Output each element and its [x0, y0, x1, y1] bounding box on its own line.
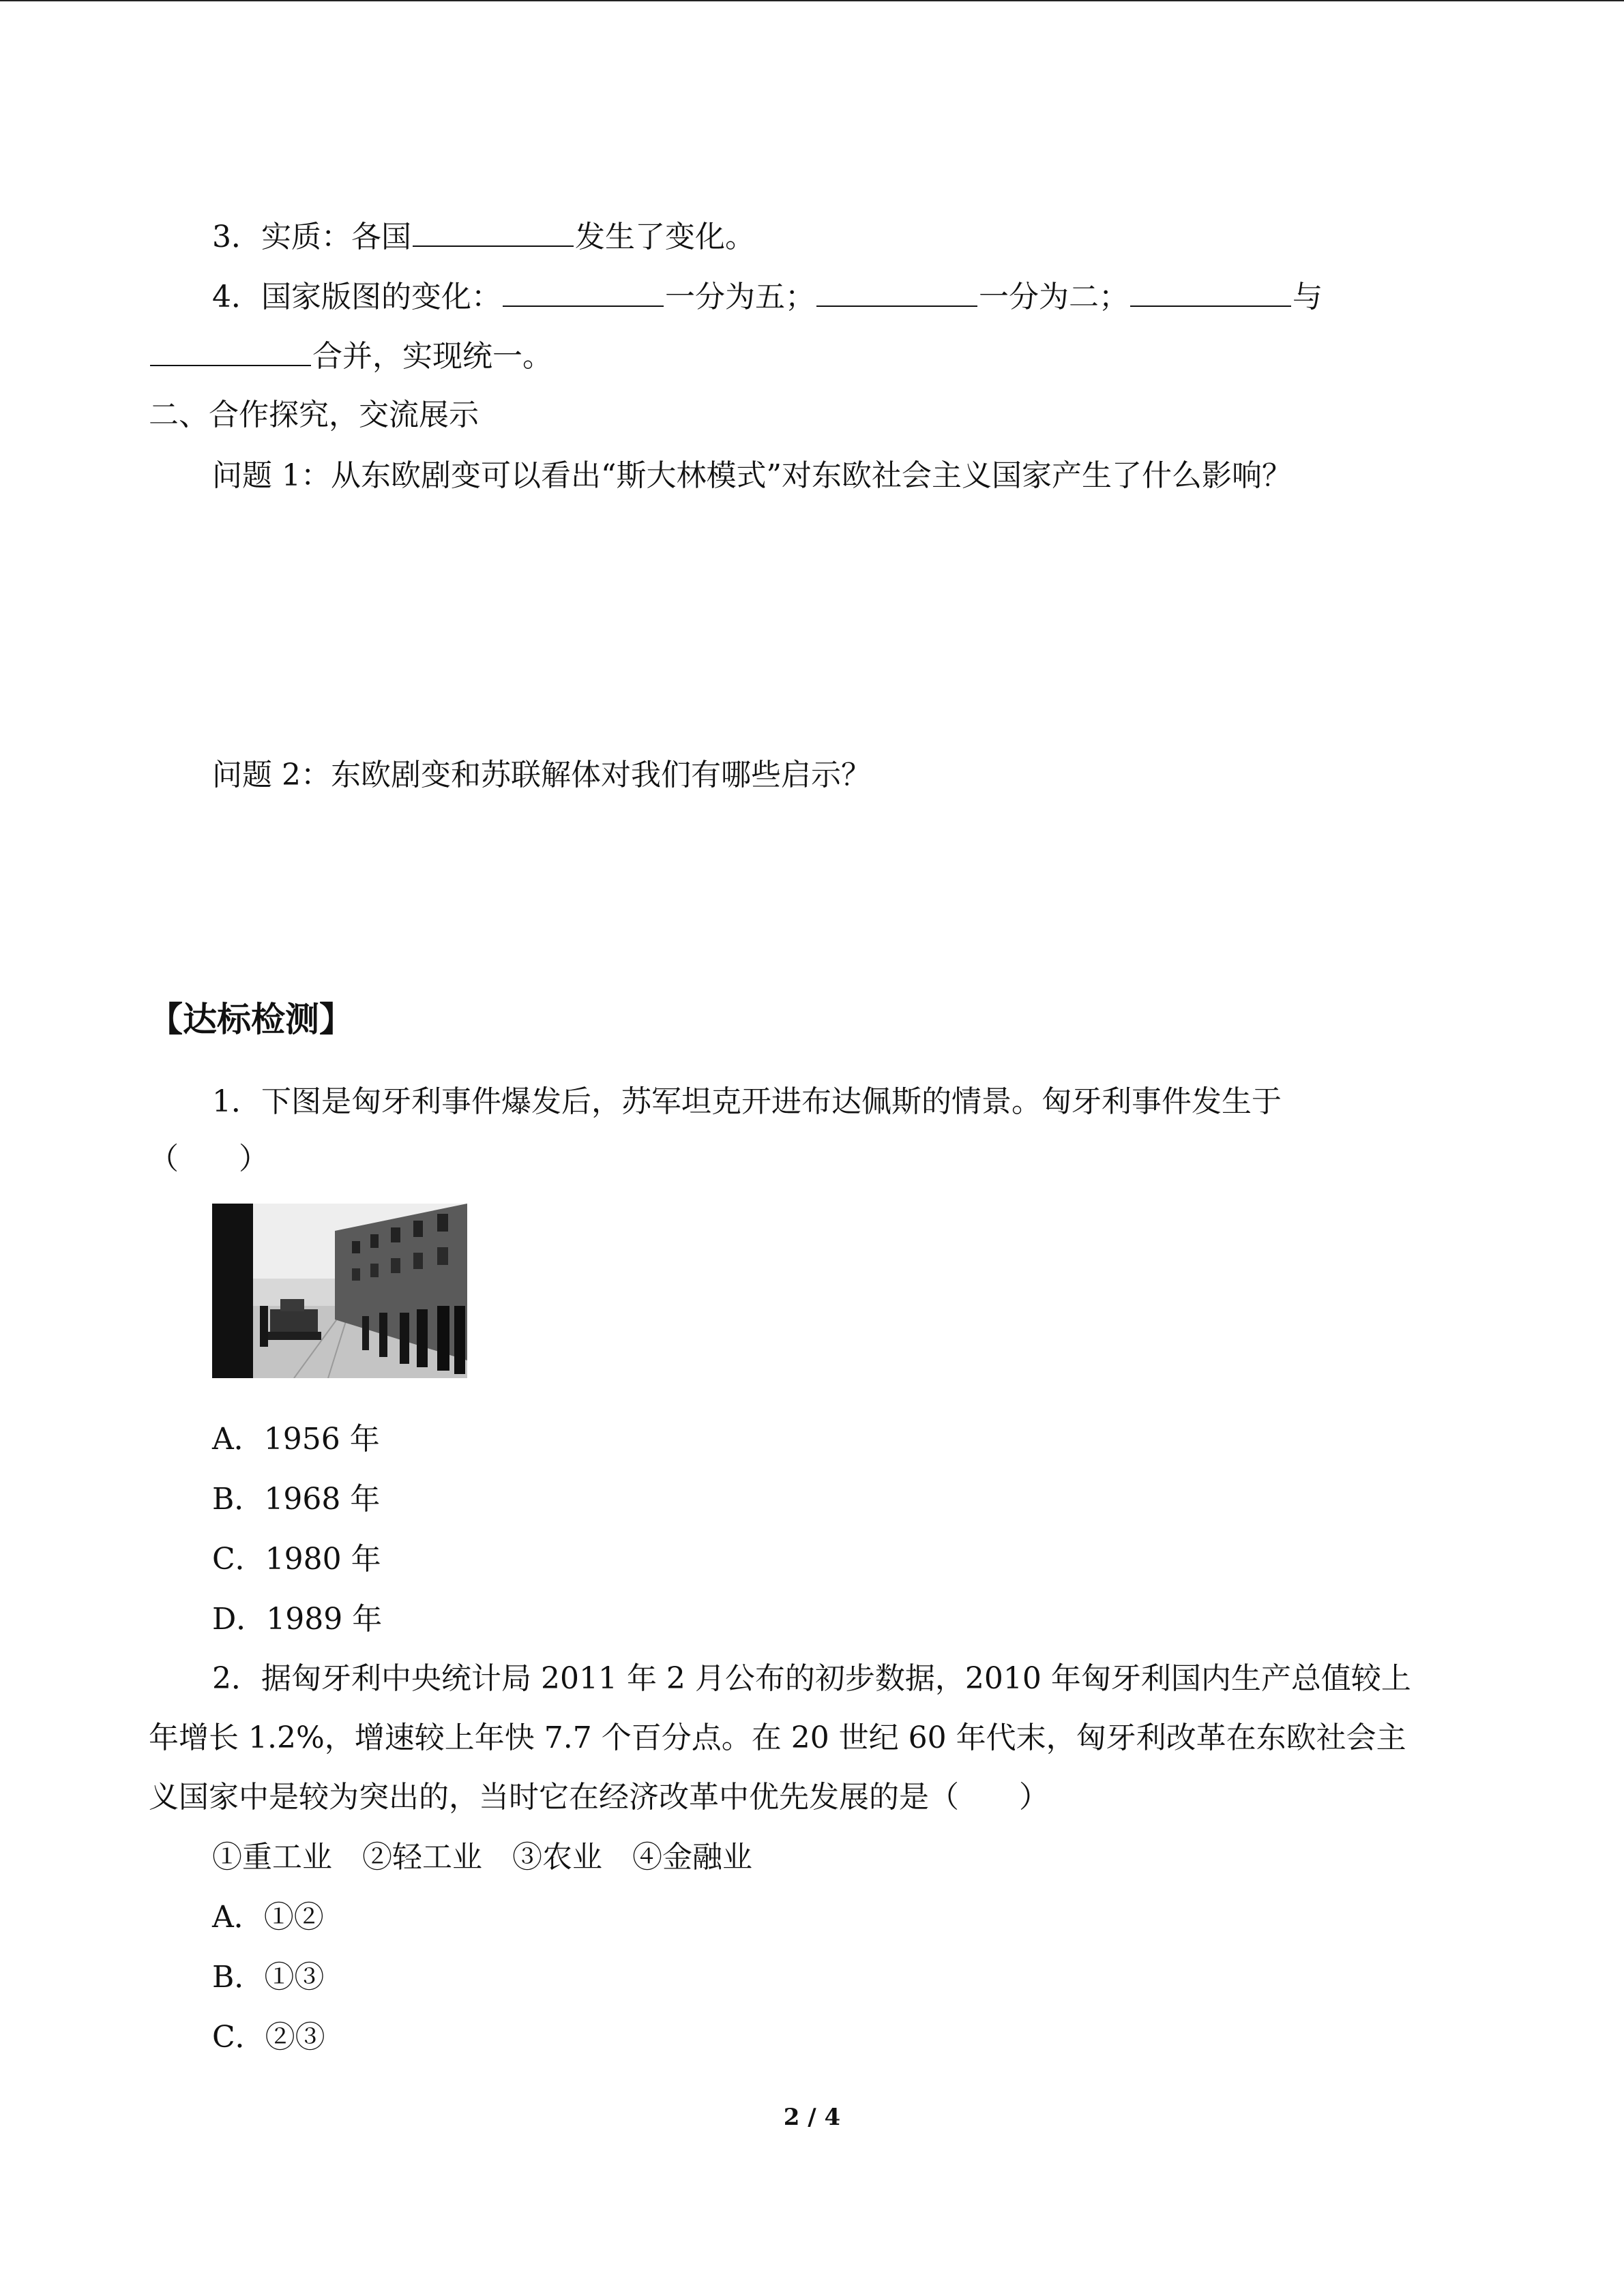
- q1-option-c: C．1980 年: [212, 1542, 381, 1577]
- q2-option-b: B．①③: [212, 1960, 325, 1995]
- item-3-suffix: 发生了变化。: [575, 220, 755, 254]
- item-4-part3: 与: [1293, 280, 1323, 314]
- fill-blank[interactable]: [816, 275, 977, 307]
- item-3-prefix: 3．实质：各国: [212, 220, 411, 254]
- q1-answer-bracket: （ ）: [149, 1142, 269, 1176]
- page-number: 2 / 4: [783, 2104, 841, 2131]
- fill-blank[interactable]: [503, 275, 664, 307]
- item-4-continued: [149, 335, 552, 377]
- question-1: 问题 1：从东欧剧变可以看出“斯大林模式”对东欧社会主义国家产生了什么影响？: [212, 458, 1292, 493]
- fill-blank[interactable]: [1130, 275, 1291, 307]
- q1-option-b: B．1968 年: [212, 1482, 381, 1517]
- item-4-part1: 一分为五；: [665, 280, 815, 314]
- item-3: [212, 215, 755, 258]
- q1-option-a: A．1956 年: [212, 1422, 380, 1457]
- q2-option-a: A．①②: [212, 1900, 324, 1935]
- question-2: 问题 2：东欧剧变和苏联解体对我们有哪些启示？: [212, 758, 871, 792]
- item-4-part4: 合并，实现统一。: [312, 339, 552, 374]
- item-4-prefix: 4．国家版图的变化：: [212, 280, 501, 314]
- fill-blank[interactable]: [413, 215, 574, 247]
- q2-stem-line-1: 2．据匈牙利中央统计局 2011 年 2 月公布的初步数据，2010 年匈牙利国内生产总值较上: [212, 1661, 1411, 1696]
- q2-stem-line-2: 年增长 1.2%，增速较上年快 7.7 个百分点。在 20 世纪 60 年代末，匈牙利改革在东欧社会主: [149, 1720, 1406, 1755]
- item-4: [212, 275, 1323, 318]
- fill-blank[interactable]: [150, 335, 311, 366]
- q1-stem: 1．下图是匈牙利事件爆发后，苏军坦克开进布达佩斯的情景。匈牙利事件发生于: [212, 1084, 1282, 1119]
- q2-choices: ①重工业 ②轻工业 ③农业 ④金融业: [212, 1840, 752, 1875]
- q1-option-d: D．1989 年: [212, 1602, 383, 1637]
- test-section-heading: 【达标检测】: [149, 1000, 353, 1039]
- page-top-border: [0, 0, 1624, 1]
- q2-option-c: C．②③: [212, 2020, 325, 2055]
- tank-street-photo: [212, 1204, 467, 1378]
- tank-street-photo-image: [212, 1204, 467, 1378]
- section-two-heading: 二、合作探究，交流展示: [149, 398, 479, 432]
- q2-stem-line-3: 义国家中是较为突出的，当时它在经济改革中优先发展的是（ ）: [149, 1780, 1049, 1815]
- item-4-part2: 一分为二；: [979, 280, 1129, 314]
